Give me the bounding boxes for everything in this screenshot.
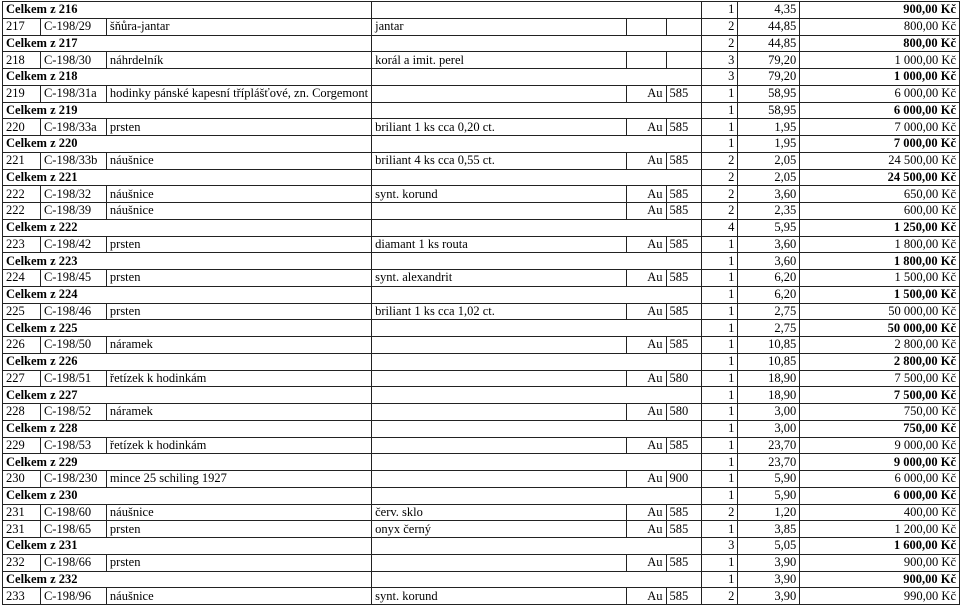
weight-cell: 3,00 <box>738 420 800 437</box>
lot-item-row <box>3 504 960 521</box>
weight-cell: 5,05 <box>738 538 800 555</box>
description-cell <box>372 203 626 220</box>
fineness-cell <box>666 18 702 35</box>
price-cell: 1 600,00 Kč <box>800 538 960 555</box>
price-cell: 7 000,00 Kč <box>800 136 960 153</box>
lot-item-row <box>3 337 960 354</box>
count-cell: 1 <box>702 420 738 437</box>
weight-cell: 3,60 <box>738 236 800 253</box>
weight-cell: 5,90 <box>738 487 800 504</box>
material-cell: Au <box>626 186 666 203</box>
price-cell: 800,00 Kč <box>800 18 960 35</box>
item-code-cell: C-198/53 <box>40 437 106 454</box>
lot-total-row <box>3 538 960 555</box>
lot-item-row <box>3 85 960 102</box>
price-cell: 1 000,00 Kč <box>800 52 960 69</box>
count-cell: 1 <box>702 119 738 136</box>
item-name-cell: prsten <box>106 521 371 538</box>
description-cell: onyx černý <box>372 521 626 538</box>
item-name-cell: hodinky pánské kapesní tříplášťové, zn. Corgemont <box>106 85 371 102</box>
weight-cell: 10,85 <box>738 337 800 354</box>
item-code-cell: C-198/46 <box>40 303 106 320</box>
lot-total-label: Celkem z 219 <box>3 102 372 119</box>
item-code-cell: C-198/31a <box>40 85 106 102</box>
price-cell: 900,00 Kč <box>800 554 960 571</box>
item-name-cell: prsten <box>106 119 371 136</box>
lot-number-cell: 222 <box>3 203 41 220</box>
lot-item-row <box>3 521 960 538</box>
lot-number-cell: 220 <box>3 119 41 136</box>
price-cell: 750,00 Kč <box>800 404 960 421</box>
weight-cell: 3,00 <box>738 404 800 421</box>
price-cell: 600,00 Kč <box>800 203 960 220</box>
price-cell: 1 800,00 Kč <box>800 236 960 253</box>
count-cell: 1 <box>702 136 738 153</box>
count-cell: 2 <box>702 588 738 605</box>
count-cell: 1 <box>702 387 738 404</box>
lot-total-row <box>3 286 960 303</box>
item-code-cell: C-198/30 <box>40 52 106 69</box>
empty-cell <box>372 286 702 303</box>
price-cell: 6 000,00 Kč <box>800 85 960 102</box>
lot-item-row <box>3 152 960 169</box>
empty-cell <box>372 169 702 186</box>
lot-total-row <box>3 169 960 186</box>
description-cell: briliant 1 ks cca 0,20 ct. <box>372 119 626 136</box>
price-cell: 50 000,00 Kč <box>800 320 960 337</box>
lot-total-label: Celkem z 222 <box>3 219 372 236</box>
weight-cell: 10,85 <box>738 353 800 370</box>
auction-lot-table <box>2 1 960 605</box>
weight-cell: 2,75 <box>738 320 800 337</box>
item-code-cell: C-198/50 <box>40 337 106 354</box>
count-cell: 1 <box>702 303 738 320</box>
empty-cell <box>372 387 702 404</box>
fineness-cell <box>666 52 702 69</box>
weight-cell: 5,95 <box>738 219 800 236</box>
lot-number-cell: 230 <box>3 471 41 488</box>
weight-cell: 44,85 <box>738 18 800 35</box>
weight-cell: 2,75 <box>738 303 800 320</box>
count-cell: 1 <box>702 437 738 454</box>
lot-number-cell: 219 <box>3 85 41 102</box>
price-cell: 900,00 Kč <box>800 571 960 588</box>
empty-cell <box>372 320 702 337</box>
count-cell: 1 <box>702 102 738 119</box>
price-cell: 50 000,00 Kč <box>800 303 960 320</box>
lot-total-label: Celkem z 216 <box>3 2 372 19</box>
lot-item-row <box>3 270 960 287</box>
lot-number-cell: 221 <box>3 152 41 169</box>
material-cell <box>626 18 666 35</box>
description-cell <box>372 404 626 421</box>
count-cell: 1 <box>702 337 738 354</box>
fineness-cell: 585 <box>666 554 702 571</box>
price-cell: 1 500,00 Kč <box>800 270 960 287</box>
price-cell: 1 800,00 Kč <box>800 253 960 270</box>
lot-total-row <box>3 69 960 86</box>
material-cell: Au <box>626 471 666 488</box>
weight-cell: 23,70 <box>738 454 800 471</box>
lot-item-row <box>3 554 960 571</box>
weight-cell: 18,90 <box>738 370 800 387</box>
lot-number-cell: 224 <box>3 270 41 287</box>
lot-total-label: Celkem z 231 <box>3 538 372 555</box>
weight-cell: 79,20 <box>738 52 800 69</box>
description-cell: synt. korund <box>372 588 626 605</box>
price-cell: 990,00 Kč <box>800 588 960 605</box>
count-cell: 1 <box>702 554 738 571</box>
empty-cell <box>372 253 702 270</box>
price-cell: 900,00 Kč <box>800 2 960 19</box>
weight-cell: 1,95 <box>738 119 800 136</box>
price-cell: 2 800,00 Kč <box>800 337 960 354</box>
fineness-cell: 585 <box>666 521 702 538</box>
weight-cell: 6,20 <box>738 270 800 287</box>
item-name-cell: mince 25 schiling 1927 <box>106 471 371 488</box>
weight-cell: 79,20 <box>738 69 800 86</box>
lot-item-row <box>3 437 960 454</box>
material-cell: Au <box>626 521 666 538</box>
description-cell: briliant 1 ks cca 1,02 ct. <box>372 303 626 320</box>
fineness-cell: 585 <box>666 270 702 287</box>
lot-number-cell: 225 <box>3 303 41 320</box>
price-cell: 2 800,00 Kč <box>800 353 960 370</box>
description-cell: korál a imit. perel <box>372 52 626 69</box>
lot-number-cell: 231 <box>3 504 41 521</box>
item-code-cell: C-198/52 <box>40 404 106 421</box>
count-cell: 4 <box>702 219 738 236</box>
lot-total-label: Celkem z 220 <box>3 136 372 153</box>
item-name-cell: řetízek k hodinkám <box>106 437 371 454</box>
lot-number-cell: 231 <box>3 521 41 538</box>
weight-cell: 3,85 <box>738 521 800 538</box>
lot-total-label: Celkem z 230 <box>3 487 372 504</box>
price-cell: 7 500,00 Kč <box>800 387 960 404</box>
empty-cell <box>372 102 702 119</box>
material-cell: Au <box>626 554 666 571</box>
table-body <box>3 2 960 605</box>
empty-cell <box>372 487 702 504</box>
lot-item-row <box>3 203 960 220</box>
empty-cell <box>372 454 702 471</box>
fineness-cell: 585 <box>666 119 702 136</box>
lot-number-cell: 218 <box>3 52 41 69</box>
weight-cell: 3,90 <box>738 588 800 605</box>
item-code-cell: C-198/39 <box>40 203 106 220</box>
item-name-cell: náhrdelník <box>106 52 371 69</box>
empty-cell <box>372 420 702 437</box>
count-cell: 1 <box>702 471 738 488</box>
lot-total-label: Celkem z 227 <box>3 387 372 404</box>
description-cell: briliant 4 ks cca 0,55 ct. <box>372 152 626 169</box>
item-code-cell: C-198/66 <box>40 554 106 571</box>
description-cell: synt. alexandrit <box>372 270 626 287</box>
count-cell: 1 <box>702 270 738 287</box>
item-name-cell: náušnice <box>106 152 371 169</box>
price-cell: 750,00 Kč <box>800 420 960 437</box>
material-cell: Au <box>626 303 666 320</box>
price-cell: 1 000,00 Kč <box>800 69 960 86</box>
weight-cell: 3,90 <box>738 554 800 571</box>
lot-item-row <box>3 370 960 387</box>
weight-cell: 2,05 <box>738 152 800 169</box>
weight-cell: 2,05 <box>738 169 800 186</box>
material-cell: Au <box>626 203 666 220</box>
item-name-cell: náušnice <box>106 186 371 203</box>
price-cell: 24 500,00 Kč <box>800 169 960 186</box>
fineness-cell: 585 <box>666 337 702 354</box>
weight-cell: 23,70 <box>738 437 800 454</box>
fineness-cell: 585 <box>666 437 702 454</box>
count-cell: 2 <box>702 152 738 169</box>
weight-cell: 3,60 <box>738 186 800 203</box>
item-name-cell: náramek <box>106 404 371 421</box>
lot-total-row <box>3 487 960 504</box>
item-code-cell: C-198/42 <box>40 236 106 253</box>
lot-total-row <box>3 253 960 270</box>
item-code-cell: C-198/230 <box>40 471 106 488</box>
description-cell <box>372 554 626 571</box>
count-cell: 2 <box>702 169 738 186</box>
lot-item-row <box>3 18 960 35</box>
lot-number-cell: 229 <box>3 437 41 454</box>
count-cell: 2 <box>702 186 738 203</box>
fineness-cell: 580 <box>666 404 702 421</box>
description-cell <box>372 437 626 454</box>
weight-cell: 58,95 <box>738 102 800 119</box>
material-cell: Au <box>626 236 666 253</box>
item-name-cell: šňůra-jantar <box>106 18 371 35</box>
lot-number-cell: 233 <box>3 588 41 605</box>
weight-cell: 1,95 <box>738 136 800 153</box>
description-cell: diamant 1 ks routa <box>372 236 626 253</box>
weight-cell: 18,90 <box>738 387 800 404</box>
fineness-cell: 585 <box>666 504 702 521</box>
price-cell: 400,00 Kč <box>800 504 960 521</box>
weight-cell: 4,35 <box>738 2 800 19</box>
weight-cell: 5,90 <box>738 471 800 488</box>
empty-cell <box>372 353 702 370</box>
item-name-cell: prsten <box>106 270 371 287</box>
weight-cell: 2,35 <box>738 203 800 220</box>
count-cell: 1 <box>702 404 738 421</box>
lot-total-row <box>3 420 960 437</box>
material-cell: Au <box>626 588 666 605</box>
count-cell: 1 <box>702 85 738 102</box>
lot-item-row <box>3 303 960 320</box>
lot-total-label: Celkem z 217 <box>3 35 372 52</box>
count-cell: 1 <box>702 487 738 504</box>
lot-number-cell: 223 <box>3 236 41 253</box>
count-cell: 2 <box>702 18 738 35</box>
fineness-cell: 900 <box>666 471 702 488</box>
lot-item-row <box>3 119 960 136</box>
lot-total-label: Celkem z 225 <box>3 320 372 337</box>
count-cell: 3 <box>702 52 738 69</box>
price-cell: 9 000,00 Kč <box>800 454 960 471</box>
item-name-cell: náušnice <box>106 203 371 220</box>
empty-cell <box>372 538 702 555</box>
lot-total-label: Celkem z 223 <box>3 253 372 270</box>
price-cell: 6 000,00 Kč <box>800 471 960 488</box>
description-cell <box>372 471 626 488</box>
item-name-cell: prsten <box>106 303 371 320</box>
empty-cell <box>372 219 702 236</box>
weight-cell: 3,90 <box>738 571 800 588</box>
material-cell: Au <box>626 370 666 387</box>
empty-cell <box>372 69 702 86</box>
lot-total-row <box>3 320 960 337</box>
lot-number-cell: 217 <box>3 18 41 35</box>
price-cell: 9 000,00 Kč <box>800 437 960 454</box>
price-cell: 1 500,00 Kč <box>800 286 960 303</box>
material-cell: Au <box>626 337 666 354</box>
lot-item-row <box>3 52 960 69</box>
fineness-cell: 585 <box>666 588 702 605</box>
lot-item-row <box>3 236 960 253</box>
count-cell: 3 <box>702 69 738 86</box>
lot-number-cell: 227 <box>3 370 41 387</box>
material-cell: Au <box>626 404 666 421</box>
lot-total-row <box>3 219 960 236</box>
empty-cell <box>372 136 702 153</box>
lot-item-row <box>3 471 960 488</box>
lot-total-label: Celkem z 228 <box>3 420 372 437</box>
empty-cell <box>372 35 702 52</box>
lot-total-row <box>3 571 960 588</box>
empty-cell <box>372 2 702 19</box>
lot-number-cell: 226 <box>3 337 41 354</box>
lot-total-label: Celkem z 218 <box>3 69 372 86</box>
lot-total-row <box>3 102 960 119</box>
lot-item-row <box>3 186 960 203</box>
item-name-cell: řetízek k hodinkám <box>106 370 371 387</box>
item-name-cell: prsten <box>106 554 371 571</box>
count-cell: 2 <box>702 35 738 52</box>
empty-cell <box>372 571 702 588</box>
count-cell: 2 <box>702 504 738 521</box>
material-cell: Au <box>626 152 666 169</box>
fineness-cell: 585 <box>666 236 702 253</box>
lot-total-row <box>3 136 960 153</box>
item-code-cell: C-198/32 <box>40 186 106 203</box>
lot-total-row <box>3 387 960 404</box>
lot-total-label: Celkem z 232 <box>3 571 372 588</box>
item-code-cell: C-198/60 <box>40 504 106 521</box>
material-cell: Au <box>626 270 666 287</box>
material-cell: Au <box>626 504 666 521</box>
lot-total-row <box>3 454 960 471</box>
description-cell: červ. sklo <box>372 504 626 521</box>
count-cell: 1 <box>702 454 738 471</box>
weight-cell: 6,20 <box>738 286 800 303</box>
count-cell: 1 <box>702 2 738 19</box>
lot-number-cell: 222 <box>3 186 41 203</box>
fineness-cell: 580 <box>666 370 702 387</box>
lot-number-cell: 232 <box>3 554 41 571</box>
item-code-cell: C-198/45 <box>40 270 106 287</box>
fineness-cell: 585 <box>666 203 702 220</box>
description-cell: synt. korund <box>372 186 626 203</box>
lot-item-row <box>3 588 960 605</box>
weight-cell: 44,85 <box>738 35 800 52</box>
count-cell: 1 <box>702 286 738 303</box>
lot-total-label: Celkem z 221 <box>3 169 372 186</box>
item-name-cell: prsten <box>106 236 371 253</box>
lot-total-row <box>3 353 960 370</box>
description-cell <box>372 85 626 102</box>
description-cell <box>372 370 626 387</box>
count-cell: 1 <box>702 353 738 370</box>
material-cell <box>626 52 666 69</box>
price-cell: 24 500,00 Kč <box>800 152 960 169</box>
price-cell: 1 250,00 Kč <box>800 219 960 236</box>
price-cell: 800,00 Kč <box>800 35 960 52</box>
weight-cell: 58,95 <box>738 85 800 102</box>
item-name-cell: náušnice <box>106 504 371 521</box>
lot-total-label: Celkem z 224 <box>3 286 372 303</box>
material-cell: Au <box>626 437 666 454</box>
count-cell: 1 <box>702 253 738 270</box>
count-cell: 1 <box>702 370 738 387</box>
item-code-cell: C-198/29 <box>40 18 106 35</box>
lot-number-cell: 228 <box>3 404 41 421</box>
price-cell: 650,00 Kč <box>800 186 960 203</box>
count-cell: 1 <box>702 236 738 253</box>
price-cell: 1 200,00 Kč <box>800 521 960 538</box>
count-cell: 1 <box>702 571 738 588</box>
item-name-cell: náramek <box>106 337 371 354</box>
price-cell: 6 000,00 Kč <box>800 487 960 504</box>
count-cell: 1 <box>702 521 738 538</box>
lot-item-row <box>3 404 960 421</box>
price-cell: 6 000,00 Kč <box>800 102 960 119</box>
count-cell: 1 <box>702 320 738 337</box>
count-cell: 2 <box>702 203 738 220</box>
fineness-cell: 585 <box>666 186 702 203</box>
lot-total-label: Celkem z 226 <box>3 353 372 370</box>
fineness-cell: 585 <box>666 303 702 320</box>
item-code-cell: C-198/33b <box>40 152 106 169</box>
count-cell: 3 <box>702 538 738 555</box>
fineness-cell: 585 <box>666 152 702 169</box>
item-code-cell: C-198/51 <box>40 370 106 387</box>
item-name-cell: náušnice <box>106 588 371 605</box>
description-cell: jantar <box>372 18 626 35</box>
fineness-cell: 585 <box>666 85 702 102</box>
material-cell: Au <box>626 119 666 136</box>
item-code-cell: C-198/96 <box>40 588 106 605</box>
item-code-cell: C-198/33a <box>40 119 106 136</box>
lot-total-row <box>3 35 960 52</box>
material-cell: Au <box>626 85 666 102</box>
lot-total-label: Celkem z 229 <box>3 454 372 471</box>
price-cell: 7 500,00 Kč <box>800 370 960 387</box>
weight-cell: 3,60 <box>738 253 800 270</box>
weight-cell: 1,20 <box>738 504 800 521</box>
description-cell <box>372 337 626 354</box>
price-cell: 7 000,00 Kč <box>800 119 960 136</box>
item-code-cell: C-198/65 <box>40 521 106 538</box>
lot-total-row <box>3 2 960 19</box>
